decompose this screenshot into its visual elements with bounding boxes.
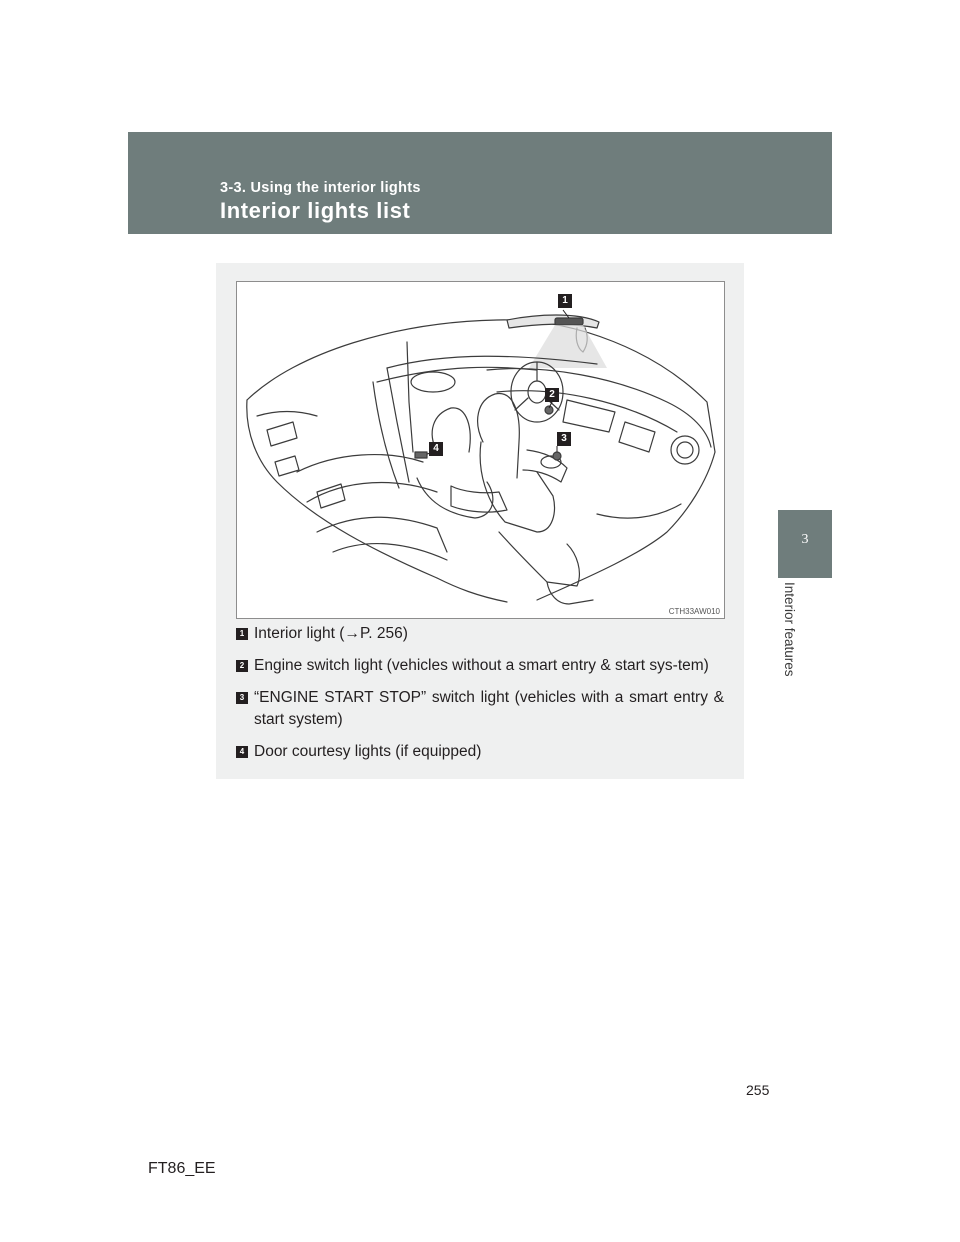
chapter-label bbox=[781, 582, 803, 700]
callout-3: 3 bbox=[557, 432, 571, 446]
item-number: 3 bbox=[236, 692, 248, 704]
section-heading: 3-3. Using the interior lights bbox=[220, 180, 421, 196]
list-item bbox=[236, 741, 724, 763]
page-title: Interior lights list bbox=[220, 198, 411, 223]
chapter-label-text: Interior features bbox=[782, 582, 797, 677]
list-item bbox=[236, 655, 724, 677]
list-item bbox=[236, 687, 724, 731]
item-number: 1 bbox=[236, 628, 248, 640]
content-panel bbox=[216, 263, 744, 779]
chapter-number: 3 bbox=[801, 532, 809, 547]
item-text: Interior light (→P. 256) bbox=[254, 625, 408, 642]
figure-code: CTH33AW010 bbox=[668, 607, 720, 616]
item-number: 2 bbox=[236, 660, 248, 672]
item-text: Engine switch light (vehicles without a smart entry & start sys-tem) bbox=[254, 657, 709, 674]
item-number: 4 bbox=[236, 746, 248, 758]
interior-illustration bbox=[236, 281, 725, 619]
callout-2: 2 bbox=[545, 388, 559, 402]
chapter-tab[interactable] bbox=[778, 510, 832, 578]
car-interior-drawing bbox=[237, 282, 724, 618]
list-item bbox=[236, 623, 724, 645]
callout-4: 4 bbox=[429, 442, 443, 456]
item-text: “ENGINE START STOP” switch light (vehicles with a smart entry & start system) bbox=[254, 689, 724, 728]
lights-list bbox=[236, 623, 724, 773]
callout-1: 1 bbox=[558, 294, 572, 308]
model-code: FT86_EE bbox=[148, 1160, 216, 1177]
page-number: 255 bbox=[746, 1082, 770, 1098]
item-text: Door courtesy lights (if equipped) bbox=[254, 743, 482, 760]
header-band bbox=[128, 132, 832, 234]
